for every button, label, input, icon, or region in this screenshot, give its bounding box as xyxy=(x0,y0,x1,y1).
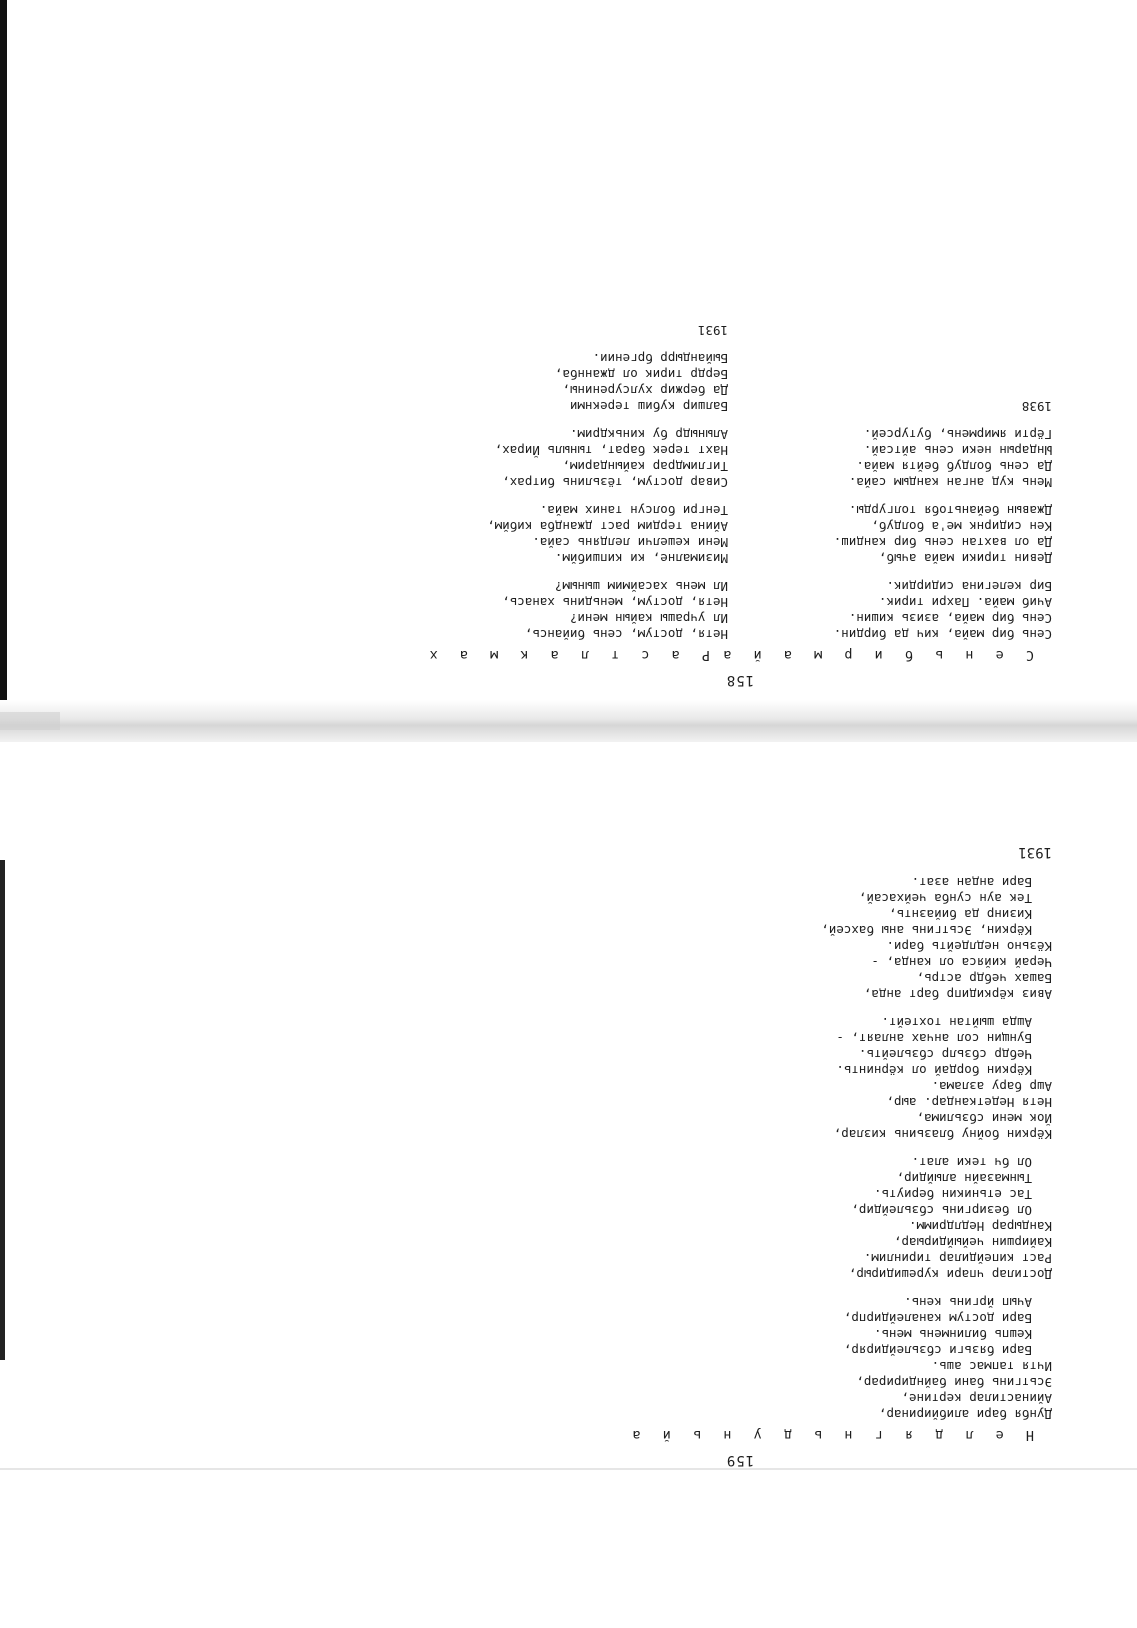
verse-line: Гёрти ямирмень, бутурсей. xyxy=(863,427,1052,442)
poem-date: 1931 xyxy=(1018,844,1052,860)
stanza xyxy=(752,1014,1052,1142)
verse-line: Балшир кубиш терекнми xyxy=(569,399,728,414)
verse-line: Сивар достум, тёзьлинь битрах, xyxy=(502,475,728,490)
verse-line: Кешпь билинмень мень. xyxy=(873,1327,1032,1342)
poem-date: 1938 xyxy=(1021,399,1052,414)
verse-line: Девин тирики майа ачыб, xyxy=(878,551,1052,566)
verse-line: Башах чебдр астрь, xyxy=(916,971,1052,986)
verse-line: Бир келегина сидирдик. xyxy=(886,579,1052,594)
verse-line: Алыныдр бу кинькдрим. xyxy=(569,427,728,442)
page-158 xyxy=(420,322,1060,690)
verse-line: Сень бир майа, азизь кишин. xyxy=(848,611,1052,626)
verse-line: Джавын бейаньтобя толгурды. xyxy=(848,503,1052,518)
stanza xyxy=(428,502,728,566)
verse-line: Йок мени сбзьлима, xyxy=(916,1111,1052,1126)
page-number: 159 xyxy=(725,1452,755,1468)
verse-line: Бари достум каналейдирпр, xyxy=(843,1311,1032,1326)
poem-column-right xyxy=(422,322,728,670)
verse-line: Тенгри болсун таних майа. xyxy=(539,503,728,518)
scan-edge-shadow xyxy=(0,0,7,700)
verse-line: Мизималне, ки кипшибйм. xyxy=(554,551,728,566)
empty-column xyxy=(428,842,728,1450)
verse-line: Айина тердим раст джандба кибйм, xyxy=(487,519,728,534)
verse-line: Достилар чпари курешидирыр, xyxy=(848,1267,1052,1282)
verse-line: Сень бир майа, кич да бирдин. xyxy=(833,627,1052,642)
stanza xyxy=(752,1154,1052,1282)
verse-line: Нетя, достум, меньдинь ханась, xyxy=(502,595,728,610)
poem-body xyxy=(752,874,1052,1422)
verse-line: Бари андан азат. xyxy=(911,875,1032,890)
verse-line: Бердр тирик ол джаннба, xyxy=(554,367,728,382)
poem-title: Н е л д я г н ь д у н ь й а xyxy=(625,1427,1034,1443)
stanza xyxy=(428,350,728,414)
verse-line: Тиглимдрар кайындарим, xyxy=(562,459,728,474)
verse-line: Бари бязьги сбзьлейдиряр, xyxy=(843,1343,1032,1358)
poem-date: 1931 xyxy=(697,323,728,338)
verse-line: Ол безиргинь сбзьлейдир, xyxy=(851,1203,1032,1218)
stanza xyxy=(752,874,1052,1002)
verse-line: Черай кийяса ол канда, - xyxy=(871,955,1052,970)
verse-line: Мени кешелчи лелдянь сайа. xyxy=(532,535,728,550)
page-159 xyxy=(420,842,1060,1470)
poem-title: С е н ь б и р м а й а xyxy=(716,647,1034,663)
verse-line: Мень куд анган кандым сайа. xyxy=(848,475,1052,490)
verse-line: Ол бч теки алат. xyxy=(911,1155,1032,1170)
poem-title: Р а с т л а к м а х xyxy=(422,647,710,663)
verse-line: Ичтя тапмас ашь. xyxy=(931,1359,1052,1374)
verse-line: Айинастилар кертине, xyxy=(901,1391,1052,1406)
verse-line: Кёркин бордай ол кёрнинть. xyxy=(836,1063,1032,1078)
verse-line: Авиз кёркидипр барт анда, xyxy=(863,987,1052,1002)
page-fold-gutter xyxy=(0,700,1137,742)
verse-line: Кёркин бойну блазьинь кизлар, xyxy=(833,1127,1052,1142)
verse-line: Кёзьно недлдейть бари. xyxy=(886,939,1052,954)
verse-line: Кёркин, Эсьтгинь аны бахсей, xyxy=(821,923,1032,938)
verse-line: Кайиршин чейыйдирыар, xyxy=(893,1235,1052,1250)
gutter-speckle xyxy=(0,712,60,730)
verse-line: Нетя, достум, сень бийансь, xyxy=(524,627,728,642)
stanza xyxy=(428,426,728,490)
poem-column xyxy=(625,842,1052,1450)
stanza xyxy=(752,1294,1052,1422)
scan-edge-shadow-lower xyxy=(0,860,5,1360)
verse-line: Ил мень хасаймим шыным? xyxy=(554,579,728,594)
verse-line: Бунщин сол анчах анлаят, - xyxy=(836,1031,1032,1046)
verse-line: Тынмазайн алыйдир, xyxy=(896,1171,1032,1186)
verse-line: Ил учрашы кайын мени? xyxy=(569,611,728,626)
verse-line: Ачып йргинь кень. xyxy=(904,1295,1032,1310)
verse-line: Эсьтгинь бани байндирирар, xyxy=(856,1375,1052,1390)
verse-line: Быйандырр бргении. xyxy=(592,351,728,366)
verse-line: Дунбя бари алибйиринар, xyxy=(878,1407,1052,1422)
verse-line: Да сень болдуб бейтя майа. xyxy=(856,459,1052,474)
verse-line: Чебдр сбзьлр сбзьлейть. xyxy=(858,1047,1032,1062)
verse-line: Да бержир хулсуренины, xyxy=(562,383,728,398)
verse-line: Тас етьникин бериуть. xyxy=(873,1187,1032,1202)
poem-column-left xyxy=(716,322,1052,670)
verse-line: Кизинр да бийазнть, xyxy=(889,907,1032,922)
page-number: 158 xyxy=(725,672,755,688)
verse-line: Ашда шыйтан тохтейт. xyxy=(881,1015,1032,1030)
verse-line: Раст кипейдилар тиринлим. xyxy=(863,1251,1052,1266)
stanza xyxy=(752,578,1052,642)
stanza xyxy=(752,502,1052,566)
verse-line: Нетя Недеткандар. аыр, xyxy=(886,1095,1052,1110)
verse-line: Тек аун сунба чейхасай, xyxy=(858,891,1032,906)
verse-line: Да ол вахтан сень бир кандиш. xyxy=(833,535,1052,550)
verse-line: Кен сидирнк ме'а болдуб, xyxy=(871,519,1052,534)
verse-line: Ачиб майа. Пахри тирик. xyxy=(878,595,1052,610)
verse-line: Ындарын неки сень айтсай. xyxy=(863,443,1052,458)
verse-line: Кандырар Недлдримм. xyxy=(909,1219,1052,1234)
verse-line: Нахт терек барат, тыныль Йирах, xyxy=(494,443,728,458)
stanza xyxy=(752,426,1052,490)
stanza xyxy=(428,578,728,642)
verse-line: Ашр бару азлама. xyxy=(931,1079,1052,1094)
